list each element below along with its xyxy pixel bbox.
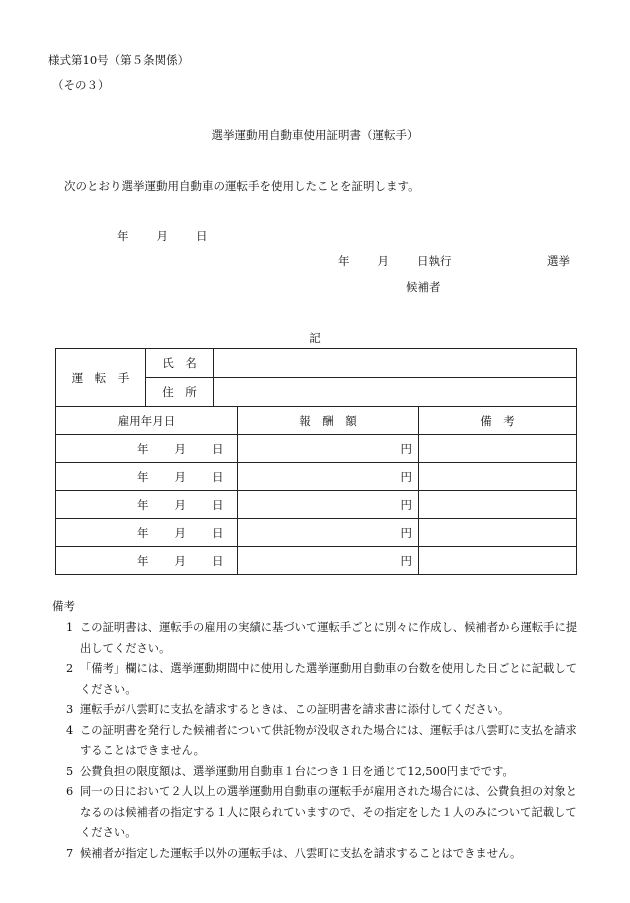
certification-statement: 次のとおり選挙運動用自動車の運転手を使用したことを証明します。	[64, 179, 420, 193]
employment-date-cell[interactable]: 年 月 日	[56, 491, 238, 519]
document-title: 選挙運動用自動車使用証明書（運転手）	[211, 128, 419, 142]
certification-date	[117, 228, 208, 244]
employment-table	[55, 406, 577, 575]
employment-date-cell[interactable]: 年 月 日	[56, 435, 238, 463]
employment-date-cell[interactable]: 年 月 日	[56, 547, 238, 575]
driver-name-field[interactable]	[214, 349, 577, 378]
table-row	[56, 519, 577, 547]
remuneration-cell[interactable]: 円	[238, 435, 419, 463]
form-sub-number: （その３）	[52, 78, 110, 92]
note-item: 1 この証明書は、運転手の雇用の実績に基づいて運転手ごとに別々に作成し、候補者から運転手に提出してください。	[66, 621, 578, 655]
ki-label: 記	[309, 331, 321, 345]
form-number: 様式第10号（第５条関係）	[48, 53, 190, 67]
remarks-cell[interactable]	[419, 435, 577, 463]
date-day-label: 日	[196, 229, 208, 243]
election-month-label: 月	[377, 254, 389, 268]
remarks-cell[interactable]	[419, 547, 577, 575]
remuneration-cell[interactable]: 円	[238, 491, 419, 519]
header-remuneration: 報 酬 額	[238, 407, 419, 435]
remarks-cell[interactable]	[419, 491, 577, 519]
candidate-label: 候補者	[406, 280, 441, 294]
date-year-label: 年	[117, 229, 129, 243]
note-item: 3 運転手が八雲町に支払を請求するときは、この証明書を請求書に添付してください。	[66, 703, 510, 716]
header-employment-date: 雇用年月日	[56, 407, 238, 435]
driver-address-label: 住 所	[146, 378, 214, 407]
table-row	[56, 463, 577, 491]
note-item: 4 この証明書を発行した候補者について供託物が没収された場合には、運転手は八雲町に支払を請求することはできません。	[66, 723, 577, 757]
notes-section	[52, 596, 580, 864]
table-row	[56, 435, 577, 463]
election-year-label: 年	[338, 254, 350, 268]
driver-name-label: 氏 名	[146, 349, 214, 378]
table-row	[56, 547, 577, 575]
table-row	[56, 491, 577, 519]
remarks-cell[interactable]	[419, 519, 577, 547]
driver-address-field[interactable]	[214, 378, 577, 407]
remuneration-cell[interactable]: 円	[238, 547, 419, 575]
remuneration-cell[interactable]: 円	[238, 519, 419, 547]
date-month-label: 月	[156, 229, 168, 243]
employment-date-cell[interactable]: 年 月 日	[56, 519, 238, 547]
note-item: 6 同一の日において２人以上の選挙運動用自動車の運転手が雇用された場合には、公費負担の対象となるのは候補者の指定する１人に限られていますので、その指定をした１人のみについて記載してください。	[66, 785, 578, 839]
header-remarks: 備 考	[419, 407, 577, 435]
remuneration-cell[interactable]: 円	[238, 463, 419, 491]
election-execution-line	[338, 253, 452, 269]
remarks-cell[interactable]	[419, 463, 577, 491]
employment-date-cell[interactable]: 年 月 日	[56, 463, 238, 491]
note-item: 7 候補者が指定した運転手以外の運転手は、八雲町に支払を請求することはできません。	[66, 846, 522, 860]
note-item: 2 「備考」欄には、選挙運動期間中に使用した選挙運動用自動車の台数を使用した日ごとに記載してください。	[66, 662, 578, 696]
election-label: 選挙	[547, 254, 570, 268]
election-day-exec-label: 日執行	[417, 254, 452, 268]
notes-heading: 備考	[52, 599, 75, 613]
note-item: 5 公費負担の限度額は、選挙運動用自動車１台につき１日を通じて12,500円までです。	[66, 764, 514, 778]
driver-label: 運 転 手	[56, 349, 146, 407]
driver-info-table	[55, 348, 577, 407]
